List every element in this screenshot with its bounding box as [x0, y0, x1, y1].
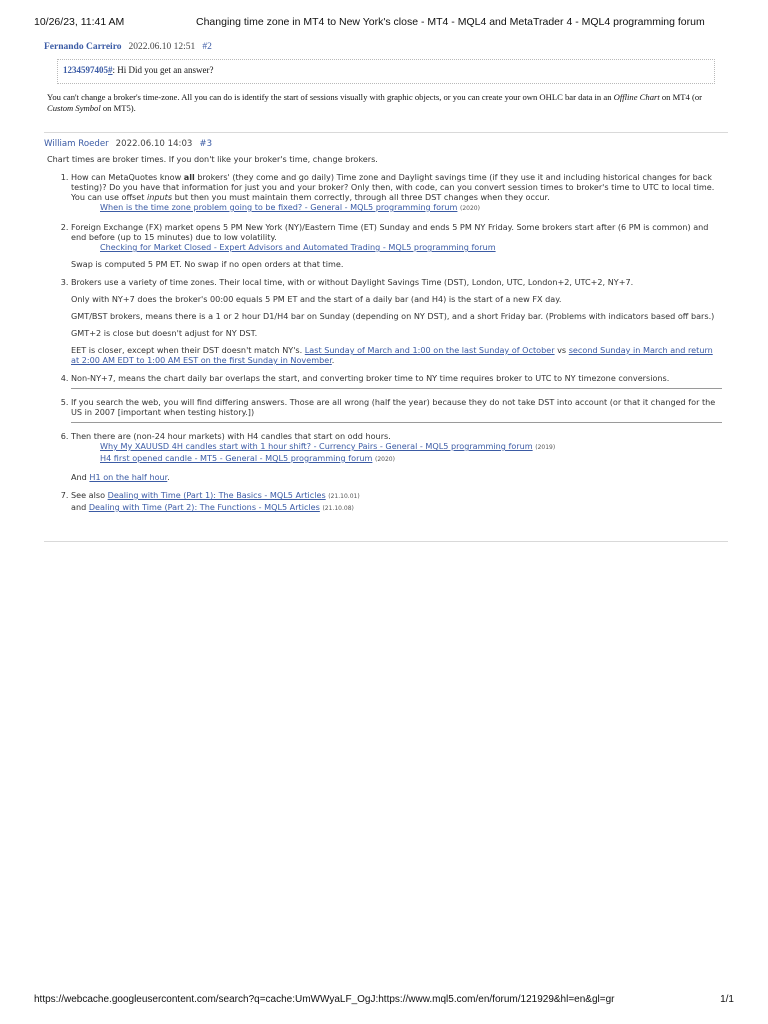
list-item [71, 172, 716, 214]
post-body [47, 92, 717, 114]
list-item-text: Brokers use a variety of time zones. Their local time, with or without Daylight Savings Time (DST), London, UTC, London+2, UTC+2, NY+7. [71, 277, 634, 287]
list-paragraph-text: And [71, 472, 90, 482]
reference-link[interactable]: Why My XAUUSD 4H candles start with 1 hour shift? - Currency Pairs - General - MQL5 programming forum [100, 441, 533, 451]
list-paragraph [71, 472, 716, 482]
print-url: https://webcache.googleusercontent.com/search?q=cache:UmWWyaLF_OgJ:https://www.mql5.com/en/forum/121929&hl=en&gl=gr [34, 994, 615, 1005]
list-paragraph-text: EET is closer, except when their DST doesn't match NY's. [71, 345, 305, 355]
reference-year: (2020) [460, 205, 480, 212]
list-item-text: If you search the web, you will find differing answers. Those are all wrong (half the year) because they do not take DST into account (or that it changed for the US in 2007 [important when testing history.]) [71, 397, 716, 417]
print-footer [34, 994, 734, 1008]
list-item-text: How can MetaQuotes know [71, 172, 184, 182]
dst-us-link[interactable]: second Sunday in March and return at 2:00 AM EDT to 1:00 AM EST on the first Sunday in November [71, 345, 713, 365]
post-body-text: on MT4 (or [659, 92, 702, 102]
reference-link[interactable]: H4 first opened candle - MT5 - General - MQL5 programming forum [100, 453, 373, 463]
list-paragraph-text: vs [554, 345, 569, 355]
list-item-text: Non-NY+7, means the chart daily bar overlaps the start, and converting broker time to NY time requires broker to UTC to NY timezone conversions. [71, 373, 670, 383]
post-author-link[interactable]: Fernando Carreiro [44, 42, 122, 52]
horizontal-rule [71, 422, 722, 423]
list-item-text: See also [71, 490, 108, 500]
reference-year: (2019) [535, 444, 556, 451]
post-header [44, 138, 728, 149]
forum-post-2 [44, 41, 728, 114]
reference-link[interactable]: Checking for Market Closed - Expert Advisors and Automated Trading - MQL5 programming forum [100, 242, 496, 252]
list-item [71, 222, 716, 269]
list-item [71, 277, 716, 365]
list-paragraph-text: . [167, 472, 170, 482]
emphasis-all: all [183, 172, 195, 182]
custom-symbol-term: Custom Symbol [47, 103, 101, 113]
print-datetime: 10/26/23, 11:41 AM [34, 16, 125, 28]
quote-block [57, 59, 715, 84]
dst-eu-link[interactable]: Last Sunday of March and 1:00 on the last Sunday of October [304, 345, 555, 355]
list-paragraph [71, 345, 716, 365]
list-item-text: but then you must maintain them correctly, through all three DST changes when they occur. [172, 192, 550, 202]
offline-chart-term: Offline Chart [613, 92, 660, 102]
quoted-user-link[interactable]: 1234597405 [63, 65, 108, 75]
print-header [34, 16, 734, 30]
page-counter: 1/1 [720, 994, 734, 1005]
post-author-link[interactable]: William Roeder [44, 139, 109, 149]
quote-anchor-link[interactable]: # [108, 65, 113, 75]
list-item [71, 490, 716, 514]
list-item-text: and [71, 502, 89, 512]
list-item [71, 431, 716, 482]
list-paragraph: Only with NY+7 does the broker's 00:00 equals 5 PM ET and the start of a daily bar (and H4) is the start of a new FX day. [71, 294, 562, 304]
post-number-link[interactable]: #3 [199, 139, 213, 149]
post-intro: Chart times are broker times. If you don't like your broker's time, change brokers. [47, 154, 378, 164]
list-item-text: Then there are (non-24 hour markets) with H4 candles that start on odd hours. [71, 431, 391, 441]
quote-text: : Hi Did you get an answer? [112, 65, 214, 75]
reference-link[interactable]: When is the time zone problem going to be fixed? - General - MQL5 programming forum [100, 202, 458, 212]
post-body-text: on MT5). [100, 103, 136, 113]
h1-half-hour-link[interactable]: H1 on the half hour [89, 472, 168, 482]
reference-year: (2020) [375, 456, 395, 463]
article-link-part1[interactable]: Dealing with Time (Part 1): The Basics - MQL5 Articles [107, 490, 326, 500]
list-item [71, 397, 716, 423]
list-paragraph: Swap is computed 5 PM ET. No swap if no open orders at that time. [71, 259, 344, 269]
print-page-title: Changing time zone in MT4 to New York's close - MT4 - MQL4 and MetaTrader 4 - MQL4 programming forum [196, 16, 705, 28]
list-item-text: brokers' (they come and go daily) Time zone and Daylight savings time (if they use it and including historical changes for back testing)? Do you have that information for just you and your broker? Only then, with code, can you convert session times to broker's time to UTC to local time. You can use offset [71, 172, 715, 202]
inputs-term: inputs [147, 192, 173, 202]
post-divider [44, 541, 728, 542]
list-paragraph: GMT+2 is close but doesn't adjust for NY DST. [71, 328, 258, 338]
post-body-text: You can't change a broker's time-zone. All you can do is identify the start of sessions visually with graphic objects, or you can create your own OHLC bar data in an [47, 92, 614, 102]
list-item [71, 373, 716, 389]
article-date: (21.10.01) [328, 493, 360, 500]
post-header [44, 41, 728, 52]
article-date: (21.10.08) [322, 505, 354, 512]
list-paragraph-text: . [331, 355, 335, 365]
article-link-part2[interactable]: Dealing with Time (Part 2): The Functions - MQL5 Articles [88, 502, 320, 512]
horizontal-rule [71, 388, 722, 389]
list-paragraph: GMT/BST brokers, means there is a 1 or 2 hour D1/H4 bar on Sunday (depending on NY DST), and a short Friday bar. (Problems with indicators based off bars.) [71, 311, 715, 321]
list-item-text: Foreign Exchange (FX) market opens 5 PM New York (NY)/Eastern Time (ET) Sunday and ends 5 PM NY Friday. Some brokers start after (6 PM is common) and end before (up to 15 minutes) due to low volatility. [71, 222, 709, 242]
post-date: 2022.06.10 12:51 [128, 42, 196, 52]
forum-post-3 [44, 138, 728, 522]
post-divider [44, 132, 728, 133]
post-date: 2022.06.10 14:03 [115, 139, 193, 149]
numbered-list [44, 172, 716, 514]
post-number-link[interactable]: #2 [202, 42, 212, 52]
